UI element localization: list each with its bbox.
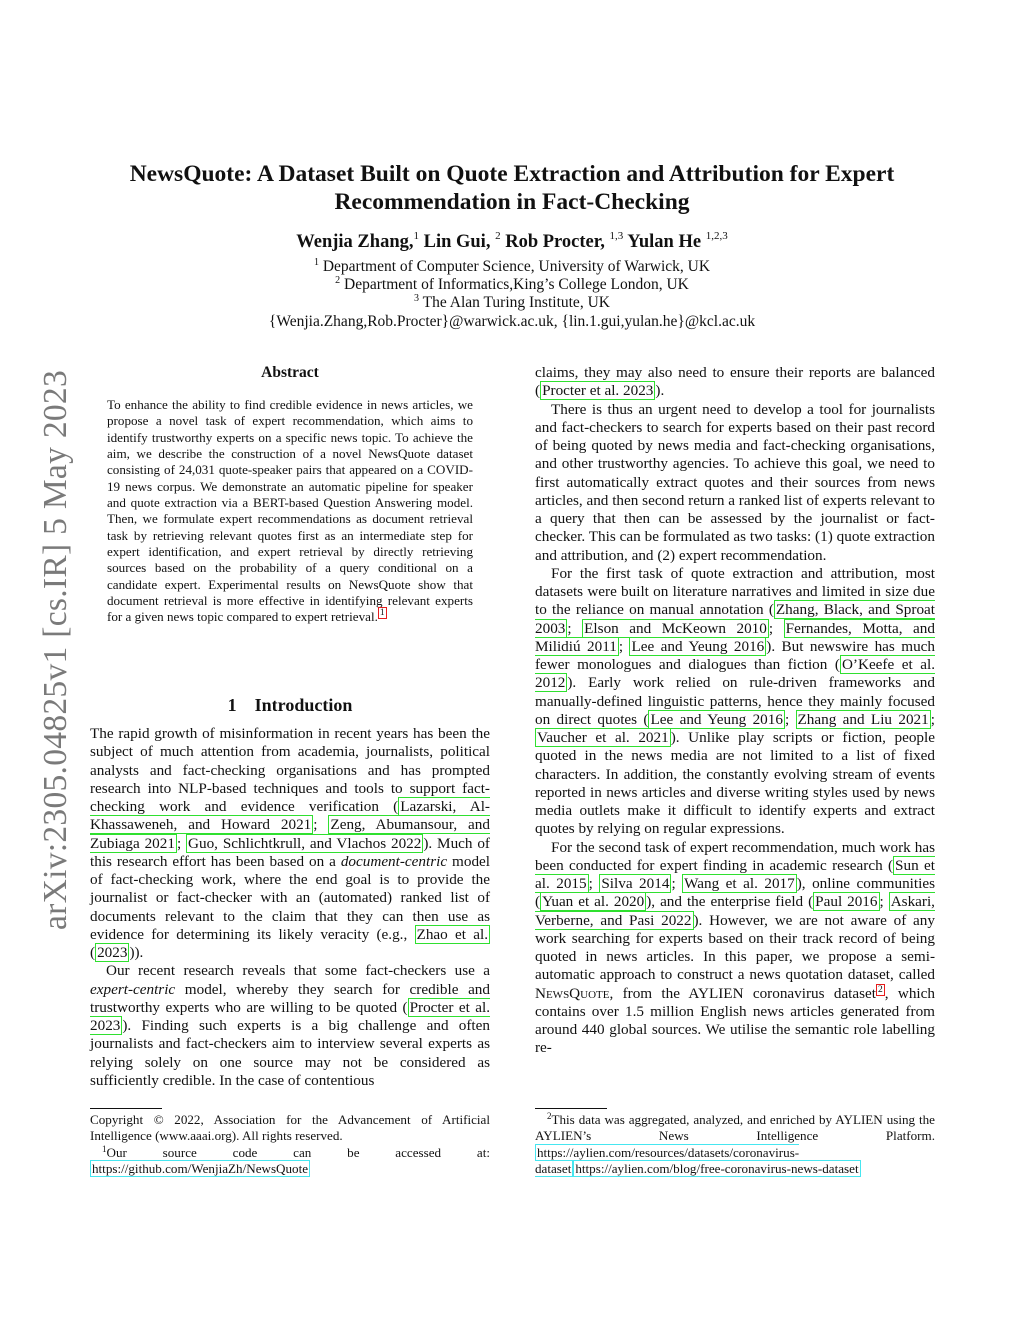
citation-link[interactable]: 2023: [97, 944, 128, 961]
arxiv-stamp: arXiv:2305.04825v1 [cs.IR] 5 May 2023: [37, 369, 74, 931]
citation-link[interactable]: Lee and Yeung 2016: [650, 710, 783, 728]
footnote-1: $^1$Our source code can be accessed at: https://github.com/WenjiaZh/NewsQuote: [92, 1143, 490, 1176]
paragraph: There is thus an urgent need to develop a tool for journalists and fact-checkers to search for experts based on their past record of being quoted by news media and fact-checking organisations, and other trustworthy agencies. To achieve this goal, we need to first automatically extract quotes and their sources from news articles, and then second return a ranked list of experts relevant to a query that then can be assessed by the journalist or fact-checker. This can be formulated as two tasks: (1) quote extraction and attribution, and (2) expert recommendation.: [535, 400, 935, 564]
author-name: Yulan He: [627, 232, 702, 252]
abstract-heading: Abstract: [261, 364, 319, 381]
paragraph: For the first task of quote extraction and attribution, most datasets were built on literature narratives and limited in size due to the reliance on manual annotation ( Zhang, Black, and Sproat 2003 ; Elson and McKeown 2010 ; Fernandes, Motta, and Milidiú 2011 ; Lee and Yeung 2016 ). But newswire has much fewer monologues and dialogues than fiction ( O’Keefe et al. 2012 ). Early work relied on rule-driven frameworks and manually-defined linguistic patterns, hence they mainly focused on direct quotes ( Lee and Yeung 2016 ; Zhang and Liu 2021 ; Vaucher et al. 2021 ). Unlike play scripts or fiction, people quoted in the news media are not limited to a list of fixed characters. In addition, the constantly evolving stream of events reported in news articles and diverse writing styles used by news media outlets make it difficult to identify experts and extract quotes by relying on regular expressions.: [535, 564, 935, 838]
footnote-rule: [535, 1108, 607, 1109]
author-affil-sup: 1,2,3: [705, 230, 728, 242]
footnote-1-link[interactable]: 1: [379, 608, 385, 619]
citation-link[interactable]: Sun et al. 2015: [535, 856, 935, 892]
affiliations: [90, 258, 934, 331]
author-affil-sup: 1: [413, 230, 419, 242]
citation-link[interactable]: Lee and Yeung 2016: [631, 637, 765, 655]
affiliation-line: $^3$ The Alan Turing Institute, UK: [414, 293, 610, 312]
section-heading-introduction: [90, 695, 490, 716]
citation-link[interactable]: Zhang, Black, and Sproat 2003: [535, 601, 935, 637]
title-line-2: Recommendation in Fact-Checking: [334, 189, 690, 215]
footnote-rule: [90, 1108, 162, 1109]
citation-link[interactable]: Zhao et al.: [416, 925, 488, 943]
citation-link[interactable]: Lazarski, Al-Khassaweneh, and Howard 2021: [90, 798, 490, 834]
citation-link[interactable]: Guo, Schlichtkrull, and Vlachos 2022: [188, 834, 422, 852]
section-title: Introduction: [254, 695, 353, 715]
left-footnotes: [90, 1112, 490, 1177]
citation-link[interactable]: Zhang and Liu 2021: [797, 710, 929, 728]
citation-link[interactable]: Yuan et al. 2020: [542, 893, 645, 911]
citation-link[interactable]: O’Keefe et al. 2012: [535, 656, 935, 692]
citation-link[interactable]: Procter et al. 2023: [542, 382, 654, 400]
paper-title: [90, 160, 934, 216]
paragraph: Our recent research reveals that some fact-checkers use a expert-centric model, whereby they search for credible and trustworthy experts who are willing to be quoted ( Procter et al. 2023 ). Finding such experts is a big challenge and often journalists and fact-checkers aim to interview several experts as relying solely on one source may not be considered as sufficiently credible. In the case of contentious: [90, 962, 491, 1089]
footnote-2-link[interactable]: 2: [878, 984, 883, 995]
citation-link[interactable]: Wang et al. 2017: [684, 875, 795, 892]
author-affil-sup: 2: [495, 230, 501, 242]
citation-link[interactable]: Vaucher et al. 2021: [537, 729, 669, 746]
citation-link[interactable]: Askari, Verberne, and Pasi 2022: [535, 893, 935, 929]
dataset-name: NewsQuote: [535, 984, 610, 1002]
aylien-blog-url-link[interactable]: https://aylien.com/blog/free-coronavirus-news-dataset: [575, 1160, 859, 1176]
intro-right-column: [535, 364, 935, 1058]
paragraph: The rapid growth of misinformation in recent years has been the subject of much attention from academia, journalists, political analysts and fact-checking organisations and has prompted research into NLP-based techniques and tools to support fact-checking work and evidence verification ( Lazarski, Al-Khassaweneh, and Howard 2021 ; Zeng, Abumansour, and Zubiaga 2021 ; Guo, Schlichtkrull, and Vlachos 2022 ). Much of this research effort has been based on a document-centric model of fact-checking work, where the end goal is to provide the journalist or fact-checker with an (automated) ranked list of documents relevant to the claim that they can then use as evidence for determining its likely veracity (e.g., Zhao et al. ( 2023 )).: [90, 725, 490, 961]
paragraph: For the second task of expert recommendation, much work has been conducted for expert finding in academic research ( Sun et al. 2015 ; Silva 2014 ; Wang et al. 2017 ), online communities ( Yuan et al. 2020 ), and the enterprise field ( Paul 2016 ; Askari, Verberne, and Pasi 2022 ). However, we are not aware of any work searching for experts based on their track record of being quoted in news articles. In this paper, we propose a semi-automatic approach to construct a news quotation dataset, called NewsQuote, from the AYLIEN coronavirus dataset $^2$ , which contains over 1.5 million English news articles generated from around 440 global sources. We utilise the semantic role labelling re-: [535, 838, 935, 1057]
citation-link[interactable]: Zeng, Abumansour, and Zubiaga 2021: [90, 816, 490, 852]
author-emails: {Wenjia.Zhang,Rob.Procter}@warwick.ac.uk, {lin.1.gui,yulan.he}@kcl.ac.uk: [268, 312, 756, 330]
citation-link[interactable]: Silva 2014: [601, 875, 670, 892]
section-number: 1: [227, 695, 237, 715]
author-list: [90, 230, 934, 254]
citation-link[interactable]: Fernandes, Motta, and Milidiú 2011: [535, 619, 935, 655]
citation-link[interactable]: Procter et al. 2023: [90, 998, 491, 1034]
affiliation-line: $^1$ Department of Computer Science, University of Warwick, UK: [313, 257, 711, 275]
github-url-link[interactable]: https://github.com/WenjiaZh/NewsQuote: [92, 1160, 309, 1176]
title-line-1: NewsQuote: A Dataset Built on Quote Extraction and Attribution for Expert: [129, 161, 895, 187]
author-name: Rob Procter,: [505, 232, 605, 252]
intro-left-column: [90, 725, 490, 1090]
paragraph: claims, they may also need to ensure their reports are balanced ( Procter et al. 2023 ).: [535, 364, 935, 400]
affiliation-line: $^2$ Department of Informatics,King’s College London, UK: [335, 275, 689, 294]
copyright-notice: Copyright © 2022, Association for the Advancement of Artificial Intelligence (www.aaai.org). All rights reserved.: [90, 1112, 490, 1144]
citation-link[interactable]: Elson and McKeown 2010: [584, 619, 767, 637]
author-name: Lin Gui,: [423, 232, 491, 252]
footnote-2: $^2$This data was aggregated, analyzed, and enriched by AYLIEN using the AYLIEN’s News Intelligence Platform. https://aylien.com/resources/datasets/coronavirus-dataset https://aylien.com/blog/free-coronavirus-news-dataset: [535, 1111, 935, 1176]
author-name: Wenjia Zhang,: [296, 232, 414, 252]
citation-link[interactable]: Paul 2016: [815, 893, 878, 911]
aylien-dataset-url-link[interactable]: https://aylien.com/resources/datasets/coronavirus-dataset: [535, 1144, 800, 1176]
abstract-text: To enhance the ability to find credible evidence in news articles, we propose a novel task of expert recommendation, which aims to identify trustworthy experts on a specific news topic. To achieve the aim, we describe the construction of a novel NewsQuote dataset consisting of 24,031 quote-speaker pairs that appeared on a COVID-19 news corpus. We demonstrate an automatic pipeline for speaker and quote extraction via a BERT-based Question Answering model. Then, we formulate expert recommendations as document retrieval task by retrieving relevant quotes first as an intermediate step for expert identification, and expert retrieval by directly retrieving sources based on the probability of a query conditional on a candidate expert. Experimental results on NewsQuote show that document retrieval is more effective in identifying relevant experts for a given news topic compared to expert retrieval. $^1$: [107, 397, 473, 625]
author-affil-sup: 1,3: [609, 230, 624, 242]
